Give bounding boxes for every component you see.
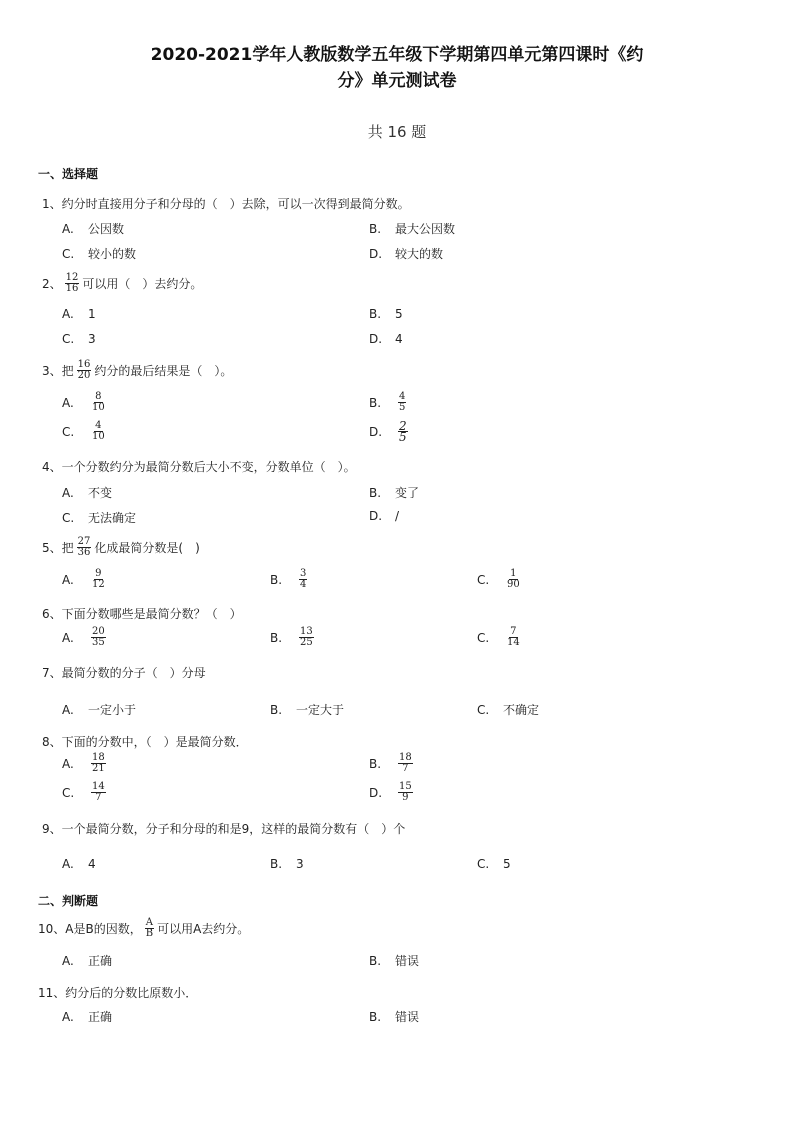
q8-option-b[interactable] bbox=[369, 753, 416, 774]
question-4 bbox=[42, 458, 356, 475]
question-number: 9、 bbox=[42, 822, 62, 836]
option-letter: B. bbox=[369, 953, 382, 968]
question-number: 2、 bbox=[42, 277, 62, 291]
option-fraction: $\frac{4}{5}$ bbox=[399, 391, 406, 413]
q1-option-d[interactable] bbox=[369, 245, 443, 262]
option-fraction: $\frac{18}{7}$ bbox=[399, 752, 412, 774]
option-text: 3 bbox=[88, 332, 96, 346]
option-letter: A. bbox=[62, 702, 74, 717]
option-letter: D. bbox=[369, 332, 383, 346]
option-fraction: $\frac{3}{4}$ bbox=[300, 568, 307, 590]
q1-option-a[interactable] bbox=[62, 220, 124, 237]
option-letter: A. bbox=[62, 953, 74, 968]
option-text: 5 bbox=[395, 307, 403, 321]
option-letter: A. bbox=[62, 857, 74, 871]
question-number: 1、 bbox=[42, 197, 62, 211]
q2-option-c[interactable] bbox=[62, 332, 96, 346]
q8-option-a[interactable] bbox=[62, 753, 109, 774]
q4-option-b[interactable] bbox=[369, 484, 419, 501]
q6-option-c[interactable] bbox=[477, 627, 524, 648]
option-letter: B. bbox=[369, 1009, 382, 1024]
option-letter: C. bbox=[477, 572, 490, 587]
q10-option-b[interactable] bbox=[369, 952, 419, 969]
option-fraction: $\frac{15}{9}$ bbox=[399, 781, 412, 803]
option-letter: A. bbox=[62, 756, 74, 771]
option-letter: B. bbox=[369, 307, 382, 321]
question-text: 最简分数的分子（ ）分母 bbox=[61, 666, 206, 680]
q5-option-c[interactable] bbox=[477, 569, 524, 590]
question-number: 8、 bbox=[42, 735, 62, 749]
q7-option-b[interactable] bbox=[270, 701, 344, 718]
question-text: 化成最简分数是( ) bbox=[94, 541, 200, 555]
question-prefix: 把 bbox=[61, 541, 74, 555]
question-9 bbox=[42, 820, 405, 837]
option-text: 较小的数 bbox=[88, 247, 137, 261]
section-judge-heading: 二、判断题 bbox=[38, 894, 99, 908]
q9-option-b[interactable] bbox=[270, 857, 304, 871]
option-letter: D. bbox=[369, 509, 383, 523]
question-7 bbox=[42, 664, 206, 681]
question-text: 约分后的分数比原数小． bbox=[65, 986, 198, 1000]
option-text: 正确 bbox=[88, 954, 113, 968]
option-letter: C. bbox=[62, 332, 75, 346]
q2-option-a[interactable] bbox=[62, 307, 96, 321]
q7-option-c[interactable] bbox=[477, 701, 539, 718]
question-text: 约分的最后结果是（ ）。 bbox=[94, 364, 233, 378]
page-title-line2: 分》单元测试卷 bbox=[337, 71, 457, 91]
question-number: 4、 bbox=[42, 460, 62, 474]
question-8 bbox=[42, 733, 248, 750]
fraction: $\frac{12}{16}$ bbox=[65, 272, 79, 294]
q5-option-b[interactable] bbox=[270, 569, 310, 590]
option-letter: B. bbox=[270, 857, 283, 871]
q11-option-b[interactable] bbox=[369, 1008, 419, 1025]
q8-option-d[interactable] bbox=[369, 782, 416, 803]
question-number: 7、 bbox=[42, 666, 62, 680]
question-prefix: A是B的因数， bbox=[65, 922, 142, 936]
q3-option-c[interactable] bbox=[62, 421, 109, 442]
option-letter: C. bbox=[477, 630, 490, 645]
option-letter: A. bbox=[62, 221, 74, 236]
option-fraction: $\frac{14}{7}$ bbox=[92, 781, 105, 803]
option-letter: B. bbox=[369, 221, 382, 236]
option-letter: A. bbox=[62, 1009, 74, 1024]
q11-option-a[interactable] bbox=[62, 1008, 112, 1025]
question-text: 一个分数约分为最简分数后大小不变，分数单位（ ）。 bbox=[61, 460, 356, 474]
option-letter: B. bbox=[270, 572, 283, 587]
q4-option-d[interactable] bbox=[369, 509, 399, 523]
option-text: 不确定 bbox=[503, 703, 540, 717]
option-letter: C. bbox=[62, 424, 75, 439]
page-title-line1: 2020-2021学年人教版数学五年级下学期第四单元第四课时《约 bbox=[150, 45, 644, 65]
q1-option-b[interactable] bbox=[369, 220, 455, 237]
question-text: 可以用A去约分。 bbox=[157, 922, 250, 936]
option-letter: D. bbox=[369, 246, 383, 261]
question-3 bbox=[42, 360, 232, 381]
option-fraction: $\frac{9}{12}$ bbox=[92, 568, 105, 590]
option-text: 错误 bbox=[395, 1010, 420, 1024]
question-number: 6、 bbox=[42, 607, 62, 621]
option-text: / bbox=[395, 509, 400, 523]
question-prefix: 把 bbox=[61, 364, 74, 378]
option-letter: B. bbox=[369, 395, 382, 410]
option-letter: B. bbox=[270, 702, 283, 717]
option-text: 变了 bbox=[395, 486, 420, 500]
section-choice-heading: 一、选择题 bbox=[38, 167, 99, 181]
fraction: $\frac{27}{36}$ bbox=[77, 536, 91, 558]
option-letter: A. bbox=[62, 630, 74, 645]
option-letter: A. bbox=[62, 572, 74, 587]
option-letter: B. bbox=[369, 756, 382, 771]
option-fraction: $\frac{2}{5}$ bbox=[399, 419, 407, 444]
q3-option-b[interactable] bbox=[369, 392, 409, 413]
q4-option-a[interactable] bbox=[62, 484, 112, 501]
q7-option-a[interactable] bbox=[62, 701, 136, 718]
option-letter: C. bbox=[62, 246, 75, 261]
option-text: 公因数 bbox=[88, 222, 125, 236]
option-text: 最大公因数 bbox=[395, 222, 456, 236]
option-fraction: $\frac{1}{90}$ bbox=[507, 568, 520, 590]
question-count: 共 16 题 bbox=[367, 123, 427, 141]
option-letter: A. bbox=[62, 485, 74, 500]
option-text: 一定大于 bbox=[296, 703, 345, 717]
option-letter: C. bbox=[62, 510, 75, 525]
option-text: 3 bbox=[296, 857, 304, 871]
option-fraction: $\frac{18}{21}$ bbox=[92, 752, 105, 774]
option-fraction: $\frac{7}{14}$ bbox=[507, 626, 520, 648]
q5-option-a[interactable] bbox=[62, 569, 109, 590]
question-number: 11、 bbox=[38, 986, 66, 1000]
question-text: 下面的分数中，（ ）是最简分数． bbox=[61, 735, 248, 749]
q2-option-d[interactable] bbox=[369, 332, 403, 346]
question-text: 一个最简分数，分子和分母的和是9，这样的最简分数有（ ）个 bbox=[61, 822, 406, 836]
option-text: 5 bbox=[503, 857, 511, 871]
q8-option-c[interactable] bbox=[62, 782, 109, 803]
option-letter: B. bbox=[369, 485, 382, 500]
question-1 bbox=[42, 195, 410, 212]
option-text: 无法确定 bbox=[88, 511, 137, 525]
option-text: 4 bbox=[395, 332, 403, 346]
q1-option-c[interactable] bbox=[62, 245, 136, 262]
option-text: 不变 bbox=[88, 486, 113, 500]
option-letter: C. bbox=[477, 857, 490, 871]
option-text: 错误 bbox=[395, 954, 420, 968]
option-text: 1 bbox=[88, 307, 96, 321]
question-10 bbox=[38, 918, 249, 939]
question-number: 10、 bbox=[38, 922, 66, 936]
q9-option-a[interactable] bbox=[62, 857, 96, 871]
question-number: 3、 bbox=[42, 364, 62, 378]
option-letter: C. bbox=[62, 785, 75, 800]
q9-option-c[interactable] bbox=[477, 857, 511, 871]
q3-option-a[interactable] bbox=[62, 392, 109, 413]
question-text: 可以用（ ）去约分。 bbox=[82, 277, 203, 291]
option-fraction: $\frac{13}{25}$ bbox=[300, 626, 313, 648]
q2-option-b[interactable] bbox=[369, 307, 403, 321]
question-text: 约分时直接用分子和分母的（ ）去除，可以一次得到最简分数。 bbox=[61, 197, 410, 211]
option-fraction: $\frac{4}{10}$ bbox=[92, 420, 105, 442]
option-text: 正确 bbox=[88, 1010, 113, 1024]
fraction: $\frac{16}{20}$ bbox=[77, 359, 91, 381]
option-letter: D. bbox=[369, 424, 383, 439]
option-text: 较大的数 bbox=[395, 247, 444, 261]
option-letter: C. bbox=[477, 702, 490, 717]
q6-option-a[interactable] bbox=[62, 627, 109, 648]
q6-option-b[interactable] bbox=[270, 627, 317, 648]
q10-option-a[interactable] bbox=[62, 952, 112, 969]
option-text: 4 bbox=[88, 857, 96, 871]
question-6 bbox=[42, 605, 242, 622]
question-11 bbox=[38, 984, 197, 1001]
question-5 bbox=[42, 537, 200, 558]
question-number: 5、 bbox=[42, 541, 62, 555]
option-letter: A. bbox=[62, 307, 74, 321]
q3-option-d[interactable] bbox=[369, 421, 411, 442]
option-text: 一定小于 bbox=[88, 703, 137, 717]
question-2 bbox=[42, 273, 202, 294]
question-text: 下面分数哪些是最简分数？（ ） bbox=[61, 607, 242, 621]
option-letter: D. bbox=[369, 785, 383, 800]
option-letter: B. bbox=[270, 630, 283, 645]
fraction: $\frac{A}{B}$ bbox=[145, 917, 154, 939]
option-fraction: $\frac{8}{10}$ bbox=[92, 391, 105, 413]
option-letter: A. bbox=[62, 395, 74, 410]
q4-option-c[interactable] bbox=[62, 509, 136, 526]
option-fraction: $\frac{20}{35}$ bbox=[92, 626, 105, 648]
